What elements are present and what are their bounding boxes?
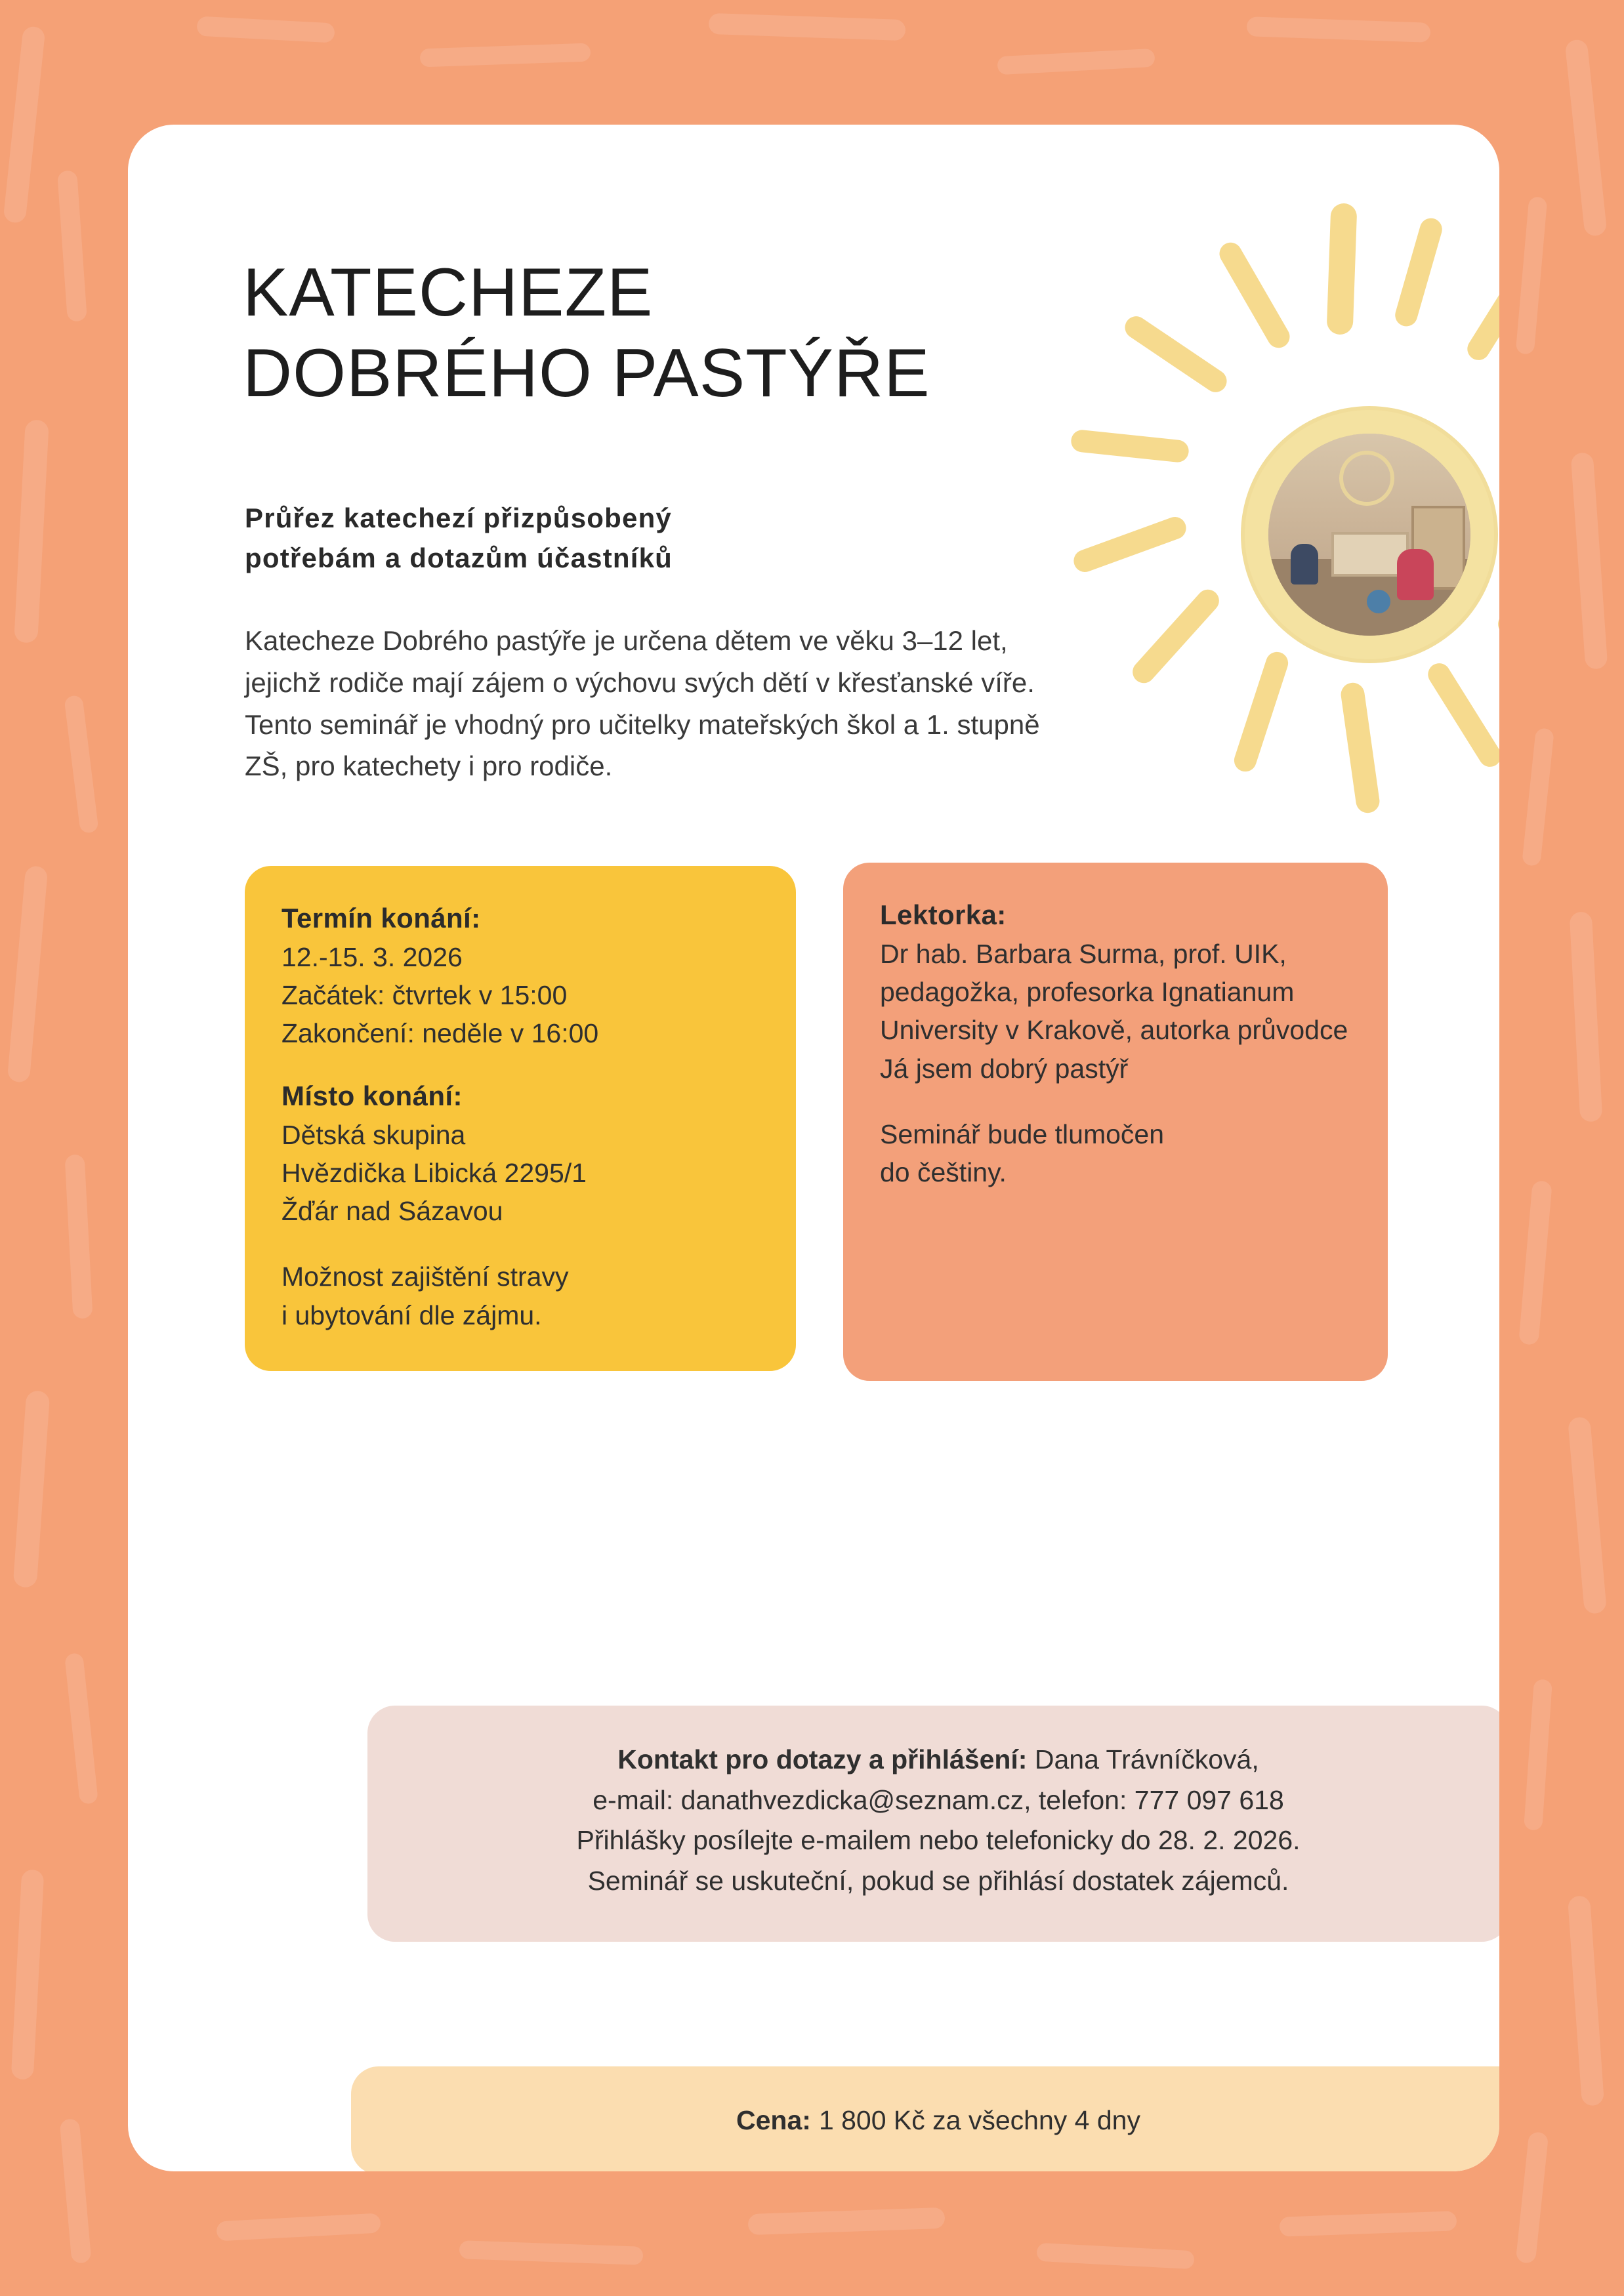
term-start: Začátek: čtvrtek v 15:00 — [281, 980, 568, 1011]
intro-paragraph: Katecheze Dobrého pastýře je určena dětem ve věku 3–12 let, jejichž rodiče mají zájem o výchovu svých dětí v křesťanské víře. Tento seminář je vhodný pro učitelky mateřských škol a 1. stupně ZŠ, pro katechety i pro rodiče. — [245, 625, 1040, 782]
poster-card — [128, 125, 1499, 2171]
term-and-place-box — [245, 866, 796, 1371]
term-date: 12.-15. 3. 2026 — [281, 942, 463, 972]
catering-note-line-2: i ubytování dle zájmu. — [281, 1300, 542, 1330]
place-line-1: Dětská skupina — [281, 1119, 466, 1150]
poster-title — [243, 253, 1096, 413]
sun-disc — [1245, 410, 1494, 659]
place-line-2: Hvězdička Libická 2295/1 — [281, 1157, 587, 1188]
contact-label: Kontakt pro dotazy a přihlášení: — [617, 1744, 1028, 1774]
contact-band — [367, 1706, 1499, 1942]
term-heading: Termín konání: — [281, 903, 481, 933]
place-line-3: Žďár nad Sázavou — [281, 1196, 503, 1227]
contact-person: Dana Trávníčková, — [1034, 1744, 1259, 1774]
catering-note-line-1: Možnost zajištění stravy — [281, 1261, 569, 1292]
contact-line-4: Seminář se uskuteční, pokud se přihlásí dostatek zájemců. — [587, 1865, 1289, 1896]
lecturer-box — [843, 863, 1388, 1381]
subtitle-line-1: Průřez katechezí přizpůsobený — [245, 502, 672, 533]
title-line-1: KATECHEZE — [243, 255, 654, 331]
atrium-photo — [1268, 434, 1470, 636]
lecturer-heading: Lektorka: — [880, 899, 1007, 930]
place-heading: Místo konání: — [281, 1080, 463, 1111]
lecturer-body: Dr hab. Barbara Surma, prof. UIK, pedagožka, profesorka Ignatianum University v Krakově, autorka průvodce Já jsem dobrý pastýř — [880, 939, 1348, 1084]
title-line-2: DOBRÉHO PASTÝŘE — [243, 335, 930, 411]
poster-subtitle — [245, 499, 953, 579]
contact-line-3: Přihlášky posílejte e-mailem nebo telefonicky do 28. 2. 2026. — [576, 1825, 1301, 1855]
contact-line-1 — [394, 1740, 1483, 1780]
translation-line-1: Seminář bude tlumočen — [880, 1118, 1165, 1149]
term-end: Zakončení: neděle v 16:00 — [281, 1018, 599, 1049]
subtitle-line-2: potřebám a dotazům účastníků — [245, 542, 673, 573]
price-value: 1 800 Kč za všechny 4 dny — [818, 2105, 1140, 2135]
price-label: Cena: — [736, 2105, 811, 2135]
contact-line-2: e-mail: danathvezdicka@seznam.cz, telefon: 777 097 618 — [593, 1784, 1284, 1815]
sun-illustration — [1040, 223, 1499, 879]
price-band — [351, 2066, 1499, 2171]
translation-line-2: do češtiny. — [880, 1157, 1007, 1188]
